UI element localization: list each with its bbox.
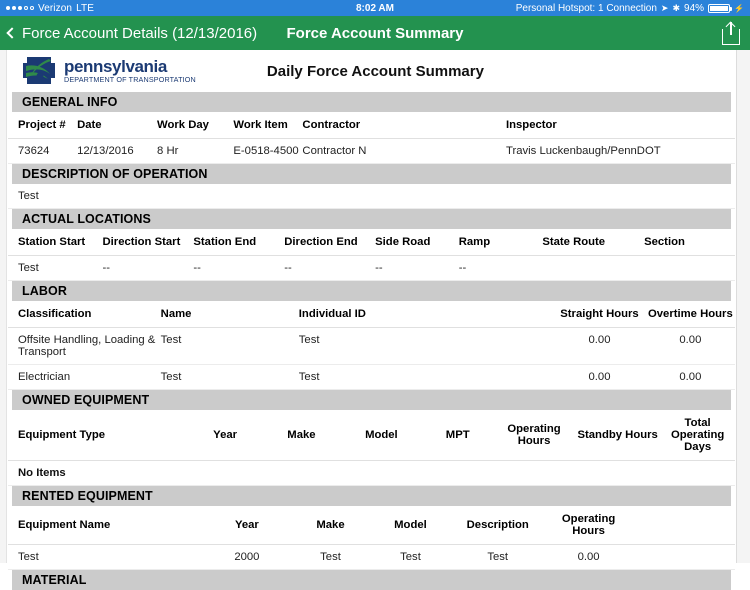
column-header: Work Item <box>233 112 302 139</box>
table-cell: Contractor N <box>302 139 506 164</box>
column-header: Ramp <box>459 229 543 256</box>
table-header-row <box>8 112 735 139</box>
charging-plug-icon: ⚡ <box>734 3 744 13</box>
table-cell: Test <box>8 545 204 570</box>
table-cell: Test <box>161 328 299 365</box>
table-cell: -- <box>193 256 284 281</box>
logo-name: pennsylvania <box>64 57 167 77</box>
table-cell: 0.00 <box>648 328 735 365</box>
column-header: Section <box>644 229 735 256</box>
table-cell: -- <box>375 256 459 281</box>
column-header: Overtime Hours <box>648 301 735 328</box>
column-header: Classification <box>8 301 161 328</box>
table-cell: Offsite Handling, Loading & Transport <box>8 328 161 365</box>
column-header: Contractor <box>302 112 506 139</box>
section-header-owned-equipment: OWNED EQUIPMENT <box>12 390 731 410</box>
column-header: MPT <box>422 410 495 461</box>
table-header-row <box>8 410 735 461</box>
location-arrow-icon: ➤ <box>660 2 669 13</box>
column-header: Operating Hours <box>546 506 633 545</box>
page-right-margin <box>736 50 750 563</box>
column-header: Date <box>77 112 157 139</box>
column-header: Station End <box>193 229 284 256</box>
table-cell: -- <box>284 256 375 281</box>
table-row[interactable] <box>8 365 735 390</box>
personal-hotspot-label: Personal Hotspot: 1 Connection <box>515 2 657 14</box>
column-header: Model <box>371 506 451 545</box>
table-cell: 0.00 <box>648 365 735 390</box>
status-bar-right <box>516 3 744 14</box>
signal-strength-icon <box>6 6 34 10</box>
report-page <box>8 50 735 587</box>
table-row[interactable] <box>8 256 735 281</box>
navigation-bar <box>0 16 750 50</box>
column-header: Standby Hours <box>575 410 662 461</box>
column-header: Project # <box>8 112 77 139</box>
page-left-margin <box>0 50 7 563</box>
carrier-label: Verizon <box>38 2 73 14</box>
table-cell: Test <box>292 545 372 570</box>
column-header: Side Road <box>375 229 459 256</box>
description-of-operation-value: Test <box>8 184 735 209</box>
table-row[interactable] <box>8 545 735 570</box>
logo-subtitle: DEPARTMENT OF TRANSPORTATION <box>64 75 196 85</box>
column-header: Equipment Type <box>8 410 190 461</box>
status-bar <box>0 0 750 16</box>
column-header: Straight Hours <box>553 301 648 328</box>
report-header <box>8 50 735 92</box>
column-header: Equipment Name <box>8 506 204 545</box>
owned-equipment-table <box>8 410 735 461</box>
table-cell: Test <box>451 545 546 570</box>
table-cell: 0.00 <box>553 328 648 365</box>
table-row[interactable] <box>8 328 735 365</box>
column-header-spacer <box>633 506 735 545</box>
general-info-table <box>8 112 735 164</box>
table-cell: 0.00 <box>553 365 648 390</box>
bluetooth-icon: ✱ <box>672 2 681 13</box>
table-cell <box>644 256 735 281</box>
table-cell: 73624 <box>8 139 77 164</box>
chevron-left-icon <box>6 27 17 38</box>
column-header: Work Day <box>157 112 233 139</box>
table-cell: Test <box>371 545 451 570</box>
column-header: Description <box>451 506 546 545</box>
table-cell: 12/13/2016 <box>77 139 157 164</box>
section-header-rented-equipment: RENTED EQUIPMENT <box>12 486 731 506</box>
battery-icon <box>708 4 730 13</box>
section-header-labor: LABOR <box>12 281 731 301</box>
column-header: Total Operating Days <box>662 410 735 461</box>
network-type-label: LTE <box>76 2 94 14</box>
column-header: Year <box>204 506 291 545</box>
table-cell: -- <box>103 256 194 281</box>
table-row[interactable] <box>8 139 735 164</box>
table-cell: Test <box>299 365 553 390</box>
battery-percent-label: 94% <box>684 2 705 14</box>
page-title: Force Account Summary <box>286 24 464 42</box>
table-header-row <box>8 301 735 328</box>
section-header-general-info: GENERAL INFO <box>12 92 731 112</box>
penndot-logo <box>20 56 196 86</box>
column-header: Model <box>342 410 422 461</box>
status-bar-left <box>6 3 94 14</box>
table-cell: Travis Luckenbaugh/PennDOT <box>506 139 735 164</box>
section-header-material: MATERIAL <box>12 570 731 590</box>
table-header-row <box>8 229 735 256</box>
column-header: Station Start <box>8 229 103 256</box>
column-header: Individual ID <box>299 301 553 328</box>
share-icon[interactable] <box>720 20 742 46</box>
section-header-description-of-operation: DESCRIPTION OF OPERATION <box>12 164 731 184</box>
table-cell: Electrician <box>8 365 161 390</box>
column-header: State Route <box>542 229 644 256</box>
actual-locations-table <box>8 229 735 281</box>
labor-table <box>8 301 735 390</box>
rented-equipment-table <box>8 506 735 570</box>
report-title: Daily Force Account Summary <box>266 62 484 80</box>
table-cell: Test <box>299 328 553 365</box>
owned-equipment-empty-label: No Items <box>8 461 735 486</box>
table-cell: 2000 <box>204 545 291 570</box>
table-cell: E-0518-4500 <box>233 139 302 164</box>
penndot-logo-text <box>64 58 196 83</box>
table-cell: 8 Hr <box>157 139 233 164</box>
back-button-label: Force Account Details (12/13/2016) <box>22 24 258 42</box>
column-header: Make <box>292 506 372 545</box>
back-button[interactable] <box>8 25 257 42</box>
column-header: Operating Hours <box>495 410 575 461</box>
column-header: Inspector <box>506 112 735 139</box>
keystone-logo-icon <box>20 56 58 86</box>
table-cell <box>542 256 644 281</box>
column-header: Direction End <box>284 229 375 256</box>
column-header: Make <box>262 410 342 461</box>
column-header: Name <box>161 301 299 328</box>
table-cell-spacer <box>633 545 735 570</box>
table-cell: -- <box>459 256 543 281</box>
table-cell: 0.00 <box>546 545 633 570</box>
section-header-actual-locations: ACTUAL LOCATIONS <box>12 209 731 229</box>
table-cell: Test <box>8 256 103 281</box>
table-header-row <box>8 506 735 545</box>
column-header: Direction Start <box>103 229 194 256</box>
column-header: Year <box>190 410 263 461</box>
document-scroll-area[interactable] <box>0 50 750 587</box>
clock-label: 8:02 AM <box>356 2 394 14</box>
table-cell: Test <box>161 365 299 390</box>
